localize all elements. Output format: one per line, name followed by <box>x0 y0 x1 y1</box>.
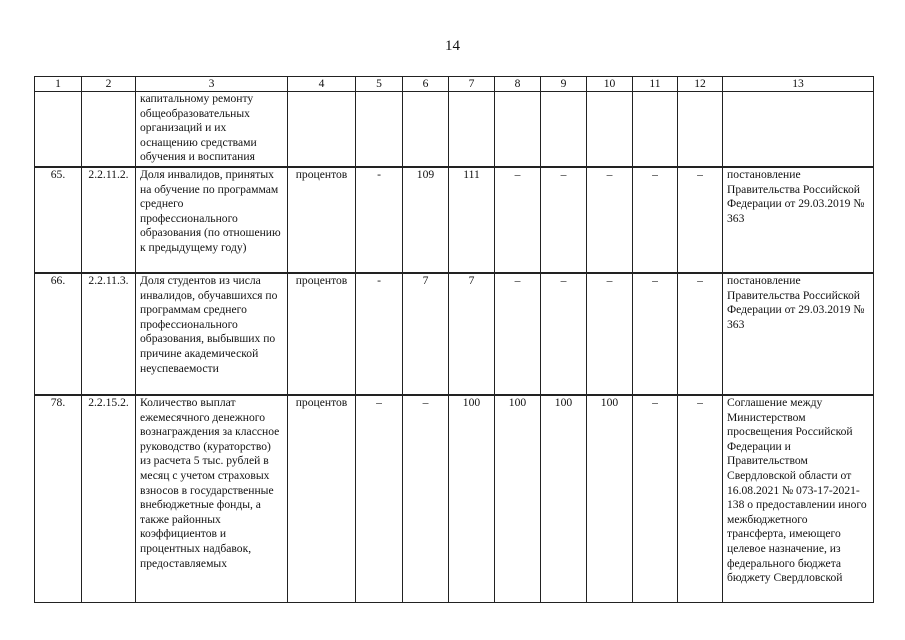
header-cell: 5 <box>356 77 403 92</box>
value-cell <box>403 92 449 168</box>
header-cell: 10 <box>587 77 633 92</box>
value-cell: - <box>356 167 403 273</box>
table-row <box>35 273 874 395</box>
table-row <box>35 395 874 603</box>
header-cell: 6 <box>403 77 449 92</box>
header-cell: 11 <box>633 77 678 92</box>
value-cell <box>633 92 678 168</box>
value-cell: 7 <box>449 273 495 395</box>
value-cell: 100 <box>541 395 587 603</box>
value-cell: 100 <box>449 395 495 603</box>
unit-cell: процентов <box>288 273 356 395</box>
header-cell: 12 <box>678 77 723 92</box>
value-cell: – <box>587 167 633 273</box>
value-cell: – <box>678 395 723 603</box>
value-cell: – <box>678 167 723 273</box>
header-cell: 7 <box>449 77 495 92</box>
value-cell: – <box>587 273 633 395</box>
value-cell <box>449 92 495 168</box>
value-cell: – <box>495 273 541 395</box>
header-cell: 13 <box>723 77 874 92</box>
header-cell: 1 <box>35 77 82 92</box>
indicator-name: Количество выплат ежемесячного денежного вознаграждения за классное руководство (кураторство) из расчета 5 тыс. рублей в месяц с учетом страховых взносов в государственные внебюджетные фонды, а также районных коэффициентов и процентных надбавок, предоставляемых <box>136 395 288 603</box>
indicators-table <box>34 76 874 603</box>
basis-cell <box>723 92 874 168</box>
unit-cell: процентов <box>288 395 356 603</box>
indicator-name: капитальному ремонту общеобразовательных организаций и их оснащению средствами обучения и воспитания <box>136 92 288 168</box>
value-cell: - <box>356 273 403 395</box>
page-number: 14 <box>445 38 460 54</box>
value-cell: – <box>633 395 678 603</box>
value-cell <box>541 92 587 168</box>
row-number <box>35 92 82 168</box>
value-cell: – <box>678 273 723 395</box>
value-cell <box>587 92 633 168</box>
value-cell <box>678 92 723 168</box>
value-cell: – <box>495 167 541 273</box>
header-row <box>35 77 874 92</box>
value-cell: 7 <box>403 273 449 395</box>
row-code: 2.2.11.3. <box>82 273 136 395</box>
value-cell: – <box>633 273 678 395</box>
basis-cell: постановление Правительства Российской Федерации от 29.03.2019 № 363 <box>723 167 874 273</box>
header-cell: 3 <box>136 77 288 92</box>
row-number: 66. <box>35 273 82 395</box>
basis-cell: Соглашение между Министерством просвещения Российской Федерации и Правительством Свердловской области от 16.08.2021 № 073-17-2021-138 о предоставлении иного межбюджетного трансферта, имеющего целевое назначение, из федерального бюджета бюджету Свердловской <box>723 395 874 603</box>
indicator-name: Доля студентов из числа инвалидов, обучавшихся по программам среднего профессионального образования, выбывших по причине академической неуспеваемости <box>136 273 288 395</box>
table-row <box>35 167 874 273</box>
value-cell: – <box>403 395 449 603</box>
value-cell <box>356 92 403 168</box>
value-cell: – <box>633 167 678 273</box>
value-cell: – <box>541 167 587 273</box>
header-cell: 8 <box>495 77 541 92</box>
value-cell: – <box>541 273 587 395</box>
header-cell: 4 <box>288 77 356 92</box>
value-cell: 100 <box>587 395 633 603</box>
row-number: 65. <box>35 167 82 273</box>
indicator-name: Доля инвалидов, принятых на обучение по программам среднего профессионального образования (по отношению к предыдущему году) <box>136 167 288 273</box>
value-cell: 100 <box>495 395 541 603</box>
value-cell: 109 <box>403 167 449 273</box>
unit-cell <box>288 92 356 168</box>
row-code: 2.2.15.2. <box>82 395 136 603</box>
value-cell: – <box>356 395 403 603</box>
row-code: 2.2.11.2. <box>82 167 136 273</box>
value-cell <box>495 92 541 168</box>
unit-cell: процентов <box>288 167 356 273</box>
header-cell: 2 <box>82 77 136 92</box>
row-code <box>82 92 136 168</box>
value-cell: 111 <box>449 167 495 273</box>
row-number: 78. <box>35 395 82 603</box>
header-cell: 9 <box>541 77 587 92</box>
basis-cell: постановление Правительства Российской Федерации от 29.03.2019 № 363 <box>723 273 874 395</box>
table-row <box>35 92 874 168</box>
